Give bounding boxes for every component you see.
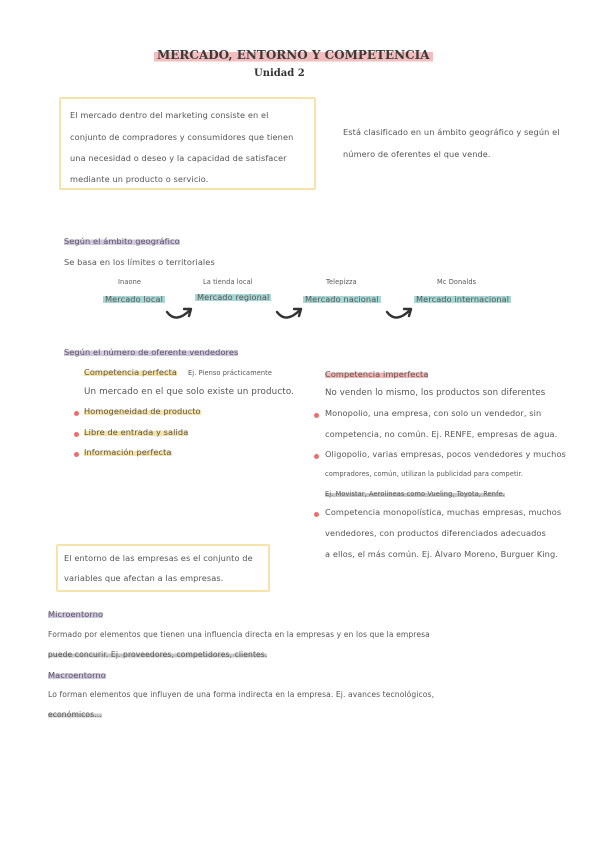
oligopoly-line: compradores, común, utilizan la publicidad para competir. bbox=[325, 470, 524, 478]
market-regional: Mercado regional bbox=[197, 292, 270, 302]
macroenvironment-line: económicos... bbox=[48, 710, 102, 719]
bullet-icon bbox=[74, 432, 79, 437]
microenvironment-heading: Microentorno bbox=[48, 609, 104, 619]
geo-example: La tienda local bbox=[203, 278, 253, 286]
bullet-icon bbox=[314, 413, 319, 418]
microenvironment-line: puede concurir. Ej. proveedores, competidores, clientes. bbox=[48, 650, 268, 659]
perfect-item: Homogeneidad de producto bbox=[84, 406, 201, 416]
bullet-icon bbox=[74, 411, 79, 416]
classification-line: número de oferentes el que vende. bbox=[343, 149, 491, 159]
bullet-icon bbox=[74, 452, 79, 457]
bullet-icon bbox=[314, 454, 319, 459]
perfect-competition-label: Competencia perfecta bbox=[84, 367, 178, 377]
curved-arrow-icon bbox=[164, 306, 194, 324]
curved-arrow-icon bbox=[384, 306, 414, 324]
market-local: Mercado local bbox=[105, 294, 163, 304]
market-national: Mercado nacional bbox=[305, 294, 379, 304]
perfect-competition-note: Ej. Pienso prácticamente bbox=[188, 369, 273, 377]
imperfect-competition-label: Competencia imperfecta bbox=[325, 369, 429, 379]
oligopoly-line: Ej. Movistar, Aerolíneas como Vueling, Toyota, Renfe. bbox=[325, 490, 505, 498]
classification-line: Está clasificado en un ámbito geográfico y según el bbox=[343, 127, 560, 137]
definition-line: una necesidad o deseo y la capacidad de satisfacer bbox=[70, 153, 287, 163]
offer-heading: Según el número de oferente vendedores bbox=[64, 347, 239, 357]
environment-line: El entorno de las empresas es el conjunto de bbox=[64, 553, 253, 563]
monopolistic-line: Competencia monopolística, muchas empresas, muchos bbox=[325, 507, 562, 517]
monopolistic-line: a ellos, el más común. Ej. Álvaro Moreno, Burguer King. bbox=[325, 549, 558, 559]
macroenvironment-heading: Macroentorno bbox=[48, 670, 106, 680]
definition-line: mediante un producto o servicio. bbox=[70, 174, 209, 184]
environment-line: variables que afectan a las empresas. bbox=[64, 573, 224, 583]
geo-example: Telepizza bbox=[326, 278, 357, 286]
monopolistic-line: vendedores, con productos diferenciados adecuados bbox=[325, 528, 546, 538]
macroenvironment-line: Lo forman elementos que influyen de una forma indirecta en la empresa. Ej. avances tecnológicos, bbox=[48, 690, 435, 699]
geo-example: Inaone bbox=[118, 278, 142, 286]
bullet-icon bbox=[314, 512, 319, 517]
page-title: MERCADO, ENTORNO Y COMPETENCIA bbox=[154, 48, 433, 62]
oligopoly-line: Oligopolio, varias empresas, pocos vendedores y muchos bbox=[325, 449, 566, 459]
perfect-competition-description: Un mercado en el que solo existe un producto. bbox=[84, 387, 295, 397]
market-international: Mercado internacional bbox=[416, 294, 510, 304]
monopoly-line: competencia, no común. Ej. RENFE, empresas de agua. bbox=[325, 429, 558, 439]
geo-text: Se basa en los límites o territoriales bbox=[64, 257, 215, 267]
perfect-item: Información perfecta bbox=[84, 447, 172, 457]
curved-arrow-icon bbox=[274, 306, 304, 324]
page-subtitle: Unidad 2 bbox=[254, 68, 305, 79]
perfect-item: Libre de entrada y salida bbox=[84, 427, 189, 437]
monopoly-line: Monopolio, una empresa, con solo un vendedor, sin bbox=[325, 408, 542, 418]
geo-example: Mc Donalds bbox=[437, 278, 477, 286]
environment-box bbox=[56, 544, 270, 592]
definition-line: El mercado dentro del marketing consiste en el bbox=[70, 110, 269, 120]
geo-heading: Según el ámbito geográfico bbox=[64, 236, 180, 246]
definition-line: conjunto de compradores y consumidores que tienen bbox=[70, 132, 294, 142]
microenvironment-line: Formado por elementos que tienen una influencia directa en la empresas y en los que la empresa bbox=[48, 630, 430, 639]
imperfect-competition-description: No venden lo mismo, los productos son diferentes bbox=[325, 388, 546, 398]
